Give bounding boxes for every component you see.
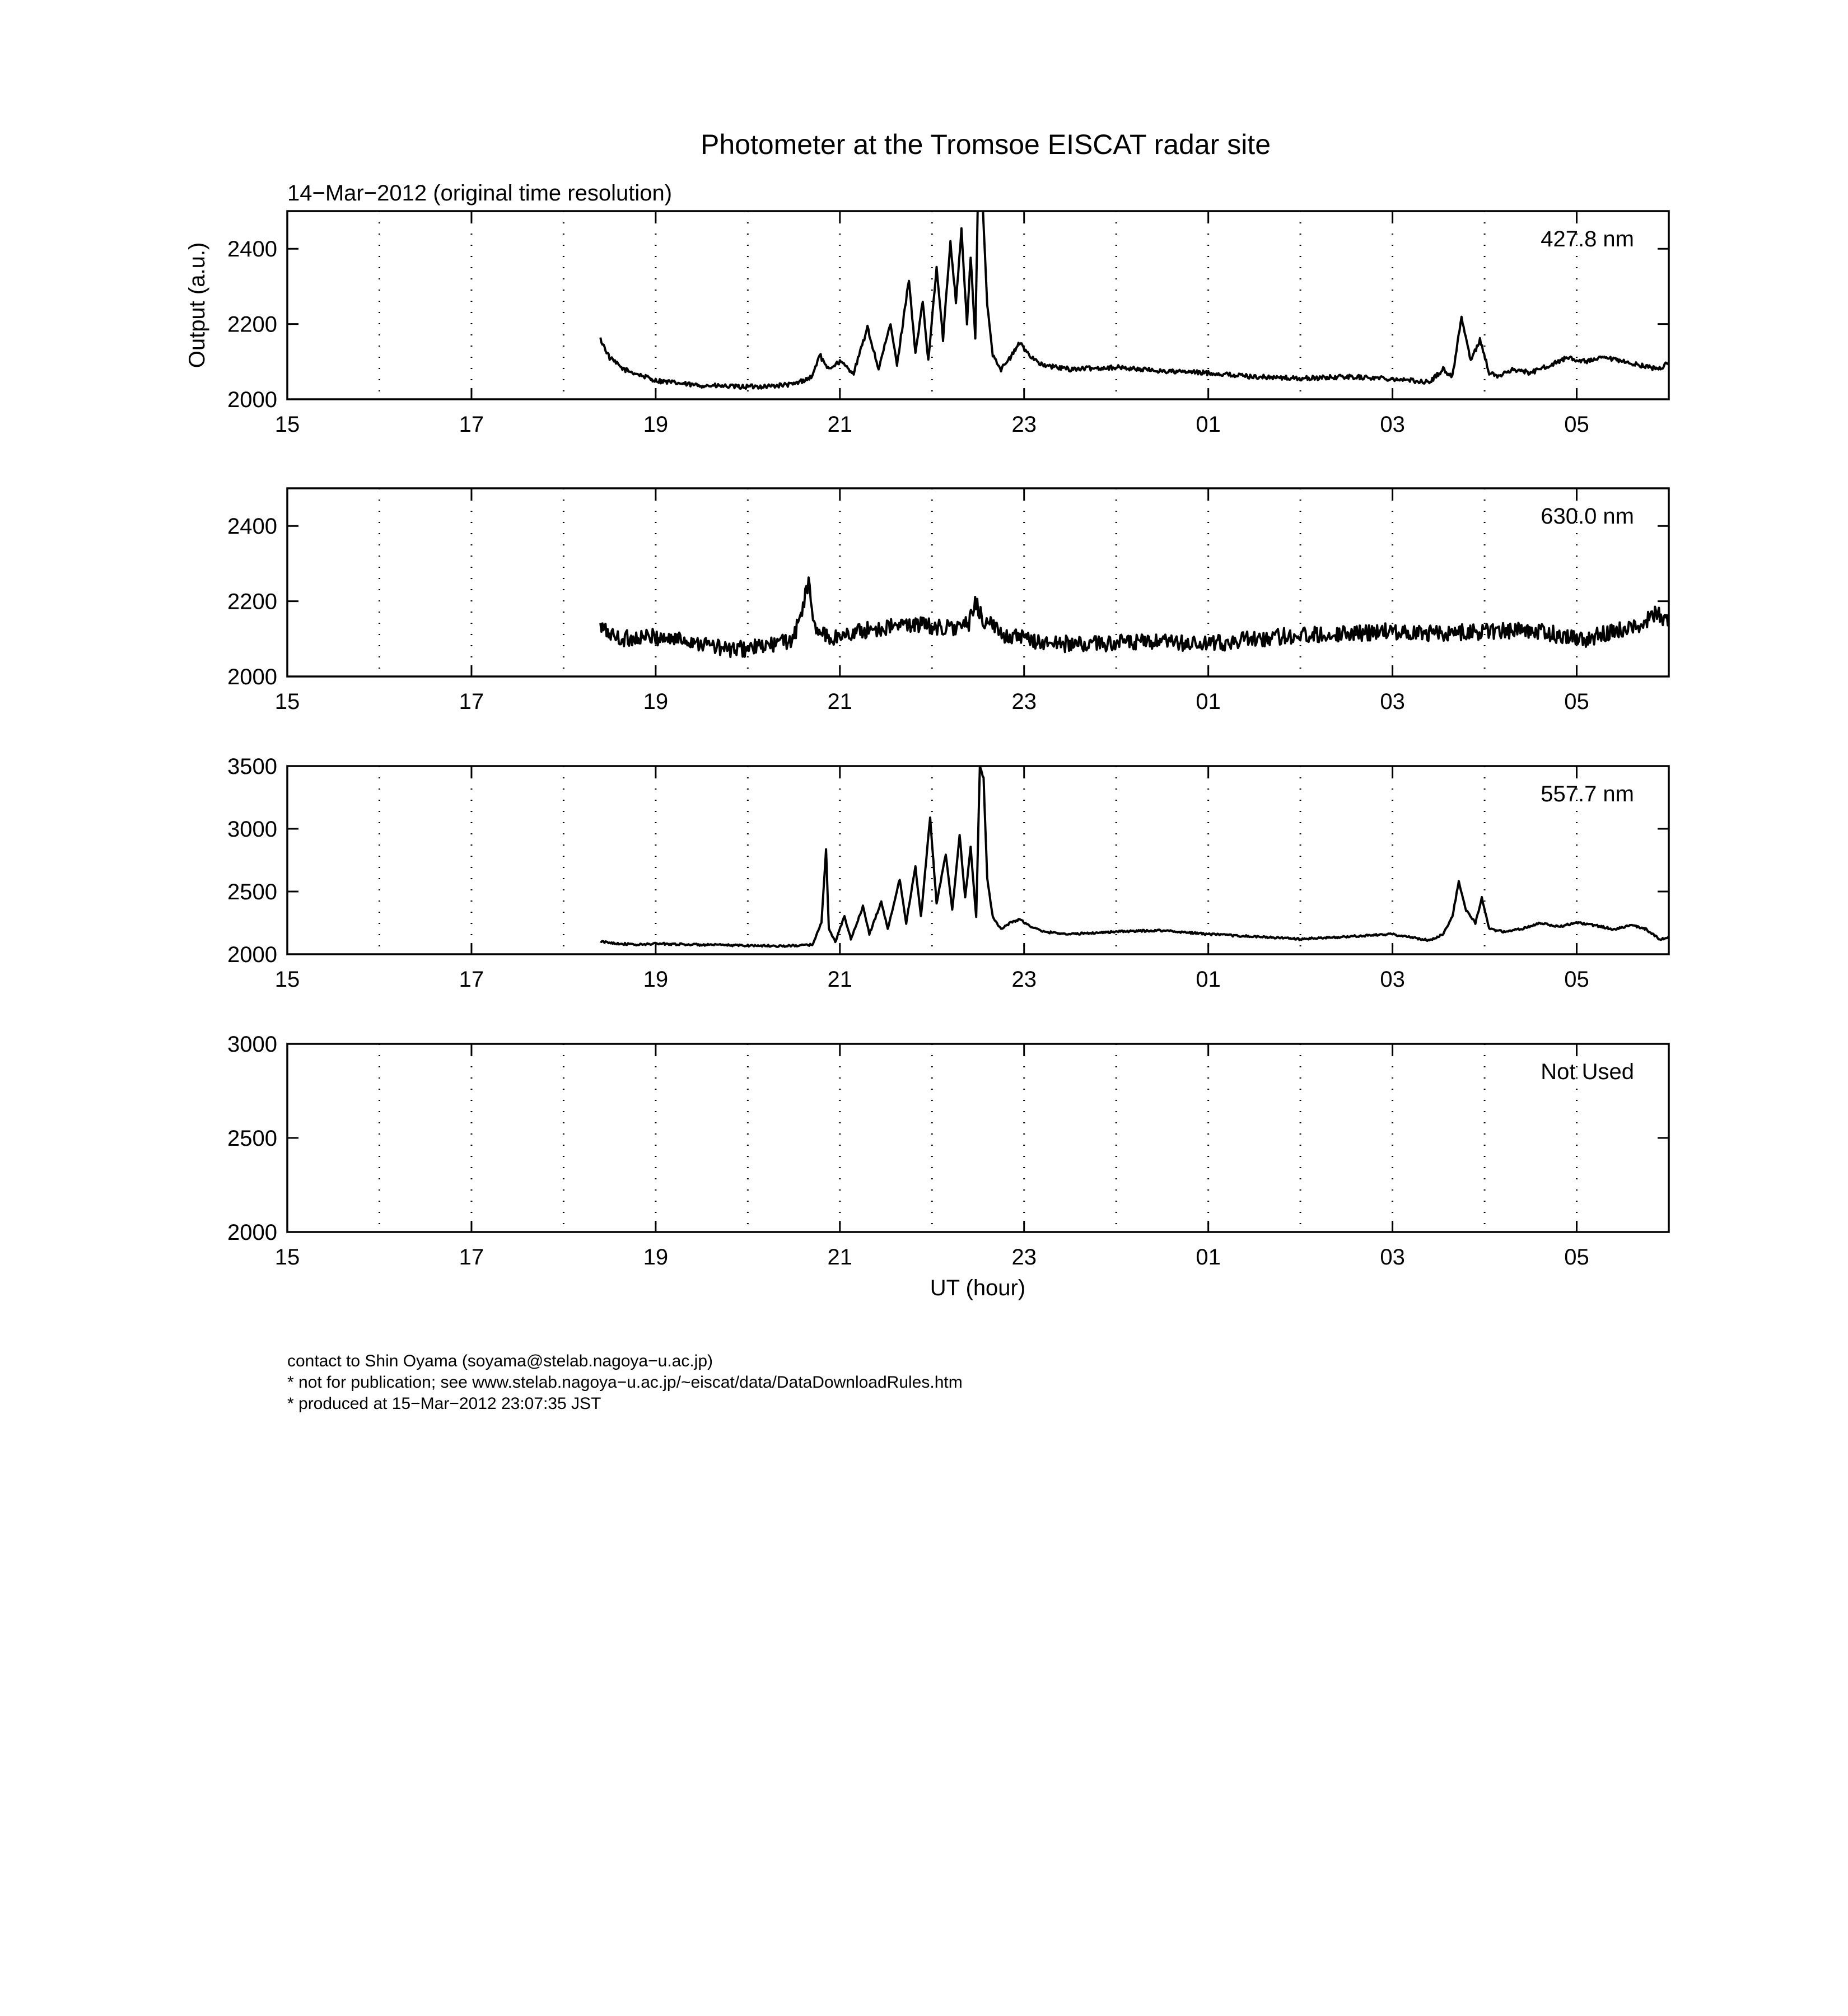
x-tick-label: 17: [459, 967, 484, 992]
produced-note: * produced at 15−Mar−2012 23:07:35 JST: [287, 1394, 601, 1413]
figure-title: Photometer at the Tromsoe EISCAT radar site: [700, 129, 1271, 160]
x-tick-label: 21: [827, 1245, 853, 1270]
x-tick-label: 21: [827, 689, 853, 714]
plot-frame: [287, 488, 1669, 676]
x-tick-label: 05: [1564, 412, 1589, 437]
series-line-427-8-nm: [600, 187, 1848, 389]
panel-427-8-nm: [227, 187, 1848, 437]
y-tick-label: 2400: [227, 514, 277, 539]
x-tick-label: 03: [1380, 1245, 1405, 1270]
series-line-630-0-nm: [600, 577, 1848, 657]
x-tick-label: 05: [1564, 689, 1589, 714]
x-tick-label: 05: [1564, 1245, 1589, 1270]
x-tick-label: 15: [274, 689, 300, 714]
x-tick-label: 21: [827, 967, 853, 992]
x-tick-label: 19: [643, 967, 669, 992]
figure-subtitle: 14−Mar−2012 (original time resolution): [287, 181, 673, 206]
y-axis-label: Output (a.u.): [185, 242, 209, 368]
plot-frame: [287, 1044, 1669, 1232]
x-tick-label: 23: [1011, 967, 1037, 992]
x-tick-label: 19: [643, 412, 669, 437]
x-tick-label: 03: [1380, 967, 1405, 992]
x-tick-label: 01: [1196, 412, 1221, 437]
panel-label: 427.8 nm: [1541, 227, 1634, 251]
x-tick-label: 03: [1380, 412, 1405, 437]
y-tick-label: 2500: [227, 880, 277, 904]
x-tick-label: 01: [1196, 1245, 1221, 1270]
publication-note: * not for publication; see www.stelab.nagoya−u.ac.jp/~eiscat/data/DataDownloadRules.htm: [287, 1373, 963, 1392]
x-tick-label: 17: [459, 1245, 484, 1270]
panel-630-0-nm: [227, 488, 1848, 714]
y-tick-label: 3000: [227, 1032, 277, 1057]
y-tick-label: 2500: [227, 1126, 277, 1151]
contact-note: contact to Shin Oyama (soyama@stelab.nagoya−u.ac.jp): [287, 1352, 713, 1370]
x-tick-label: 05: [1564, 967, 1589, 992]
panel-label: Not Used: [1541, 1060, 1634, 1084]
y-tick-label: 2000: [227, 942, 277, 967]
x-tick-label: 15: [274, 967, 300, 992]
x-tick-label: 17: [459, 412, 484, 437]
panels: [227, 187, 1848, 1270]
y-tick-label: 2200: [227, 312, 277, 337]
x-tick-label: 23: [1011, 689, 1037, 714]
y-tick-label: 2200: [227, 589, 277, 614]
x-tick-label: 23: [1011, 412, 1037, 437]
x-tick-label: 15: [274, 1245, 300, 1270]
x-tick-label: 21: [827, 412, 853, 437]
x-tick-label: 19: [643, 1245, 669, 1270]
y-tick-label: 2000: [227, 1220, 277, 1245]
x-tick-label: 23: [1011, 1245, 1037, 1270]
footnotes: [287, 1351, 963, 1415]
x-tick-label: 03: [1380, 689, 1405, 714]
x-tick-label: 01: [1196, 689, 1221, 714]
y-tick-label: 3000: [227, 817, 277, 842]
series-line-557-7-nm: [600, 766, 1848, 947]
x-tick-label: 15: [274, 412, 300, 437]
panel-label: 557.7 nm: [1541, 782, 1634, 806]
panel-557-7-nm: [227, 754, 1848, 992]
y-tick-label: 2000: [227, 665, 277, 689]
y-tick-label: 2400: [227, 237, 277, 262]
x-axis-label: UT (hour): [930, 1276, 1026, 1300]
panel-label: 630.0 nm: [1541, 504, 1634, 529]
x-tick-label: 17: [459, 689, 484, 714]
x-tick-label: 01: [1196, 967, 1221, 992]
y-tick-label: 3500: [227, 754, 277, 779]
panel-not-used: [227, 1032, 1669, 1270]
y-tick-label: 2000: [227, 388, 277, 412]
x-tick-label: 19: [643, 689, 669, 714]
